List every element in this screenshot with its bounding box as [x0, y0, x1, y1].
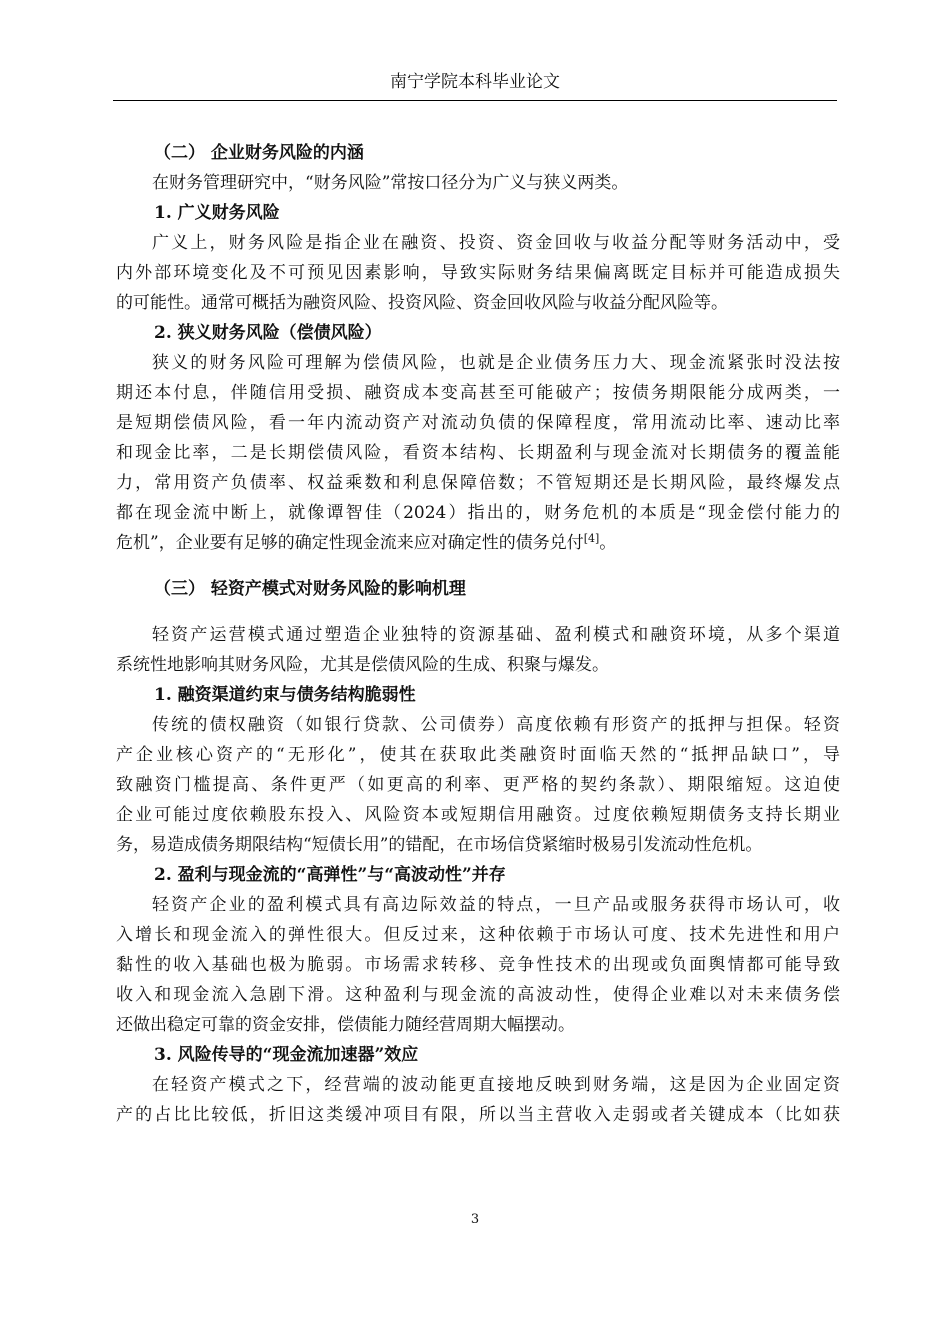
- paragraph-line: 收入和现金流入急剧下滑。这种盈利与现金流的高波动性，使得企业难以对未来债务偿: [116, 985, 840, 1005]
- paragraph-text: 。: [599, 533, 617, 553]
- paragraph-line: [116, 528, 840, 558]
- paragraph-line: 致融资门槛提高、条件更严（如更高的利率、更严格的契约条款）、期限缩短。这迫使: [116, 775, 840, 795]
- paragraph-line: 广义上，财务风险是指企业在融资、投资、资金回收与收益分配等财务活动中，受: [152, 233, 840, 253]
- paragraph-line: 都在现金流中断上，就像谭智佳（2024）指出的，财务危机的本质是“现金偿付能力的: [116, 503, 840, 523]
- paragraph-line: 轻资产运营模式通过塑造企业独特的资源基础、盈利模式和融资环境，从多个渠道: [152, 625, 840, 645]
- page-number: 3: [470, 1212, 480, 1227]
- paragraph-line: 和现金比率，二是长期偿债风险，看资本结构、长期盈利与现金流对长期债务的覆盖能: [116, 443, 840, 463]
- section-heading: （二） 企业财务风险的内涵: [154, 143, 364, 163]
- subsection-heading: 2. 狭义财务风险（偿债风险）: [154, 323, 382, 343]
- subsection-heading: 1. 融资渠道约束与债务结构脆弱性: [154, 685, 416, 705]
- paragraph-line: 传统的债权融资（如银行贷款、公司债券）高度依赖有形资产的抵押与担保。轻资: [152, 715, 840, 735]
- paragraph-line: 还做出稳定可靠的资金安排，偿债能力随经营周期大幅摆动。: [116, 1015, 575, 1035]
- paragraph-line: 产的占比比较低，折旧这类缓冲项目有限，所以当主营收入走弱或者关键成本（比如获: [116, 1105, 840, 1125]
- paragraph-line: 力，常用资产负债率、权益乘数和利息保障倍数；不管短期还是长期风险，最终爆发点: [116, 473, 840, 493]
- paragraph-line: 轻资产企业的盈利模式具有高边际效益的特点，一旦产品或服务获得市场认可，收: [152, 895, 840, 915]
- paragraph-line: 内外部环境变化及不可预见因素影响，导致实际财务结果偏离既定目标并可能造成损失: [116, 263, 840, 283]
- paragraph-line: 系统性地影响其财务风险，尤其是偿债风险的生成、积聚与爆发。: [116, 655, 609, 675]
- subsection-heading: 2. 盈利与现金流的“高弹性”与“高波动性”并存: [154, 865, 506, 885]
- paragraph-line: 期还本付息，伴随信用受损、融资成本变高甚至可能破产；按债务期限能分成两类，一: [116, 383, 840, 403]
- paragraph-line: 在轻资产模式之下，经营端的波动能更直接地反映到财务端，这是因为企业固定资: [152, 1075, 840, 1095]
- subsection-heading: 1. 广义财务风险: [154, 203, 280, 223]
- subsection-heading: 3. 风险传导的“现金流加速器”效应: [154, 1045, 419, 1065]
- paragraph-line: 入增长和现金流入的弹性很大。但反过来，这种依赖于市场认可度、技术先进性和用户: [116, 925, 840, 945]
- paragraph-line: 产企业核心资产的“无形化”，使其在获取此类融资时面临天然的“抵押品缺口”，导: [116, 745, 840, 765]
- paragraph-line: 的可能性。通常可概括为融资风险、投资风险、资金回收风险与收益分配风险等。: [116, 293, 728, 313]
- paragraph-line: 企业可能过度依赖股东投入、风险资本或短期信用融资。过度依赖短期债务支持长期业: [116, 805, 840, 825]
- paragraph-line: 在财务管理研究中，“财务风险”常按口径分为广义与狭义两类。: [152, 173, 629, 193]
- header-rule: [113, 100, 837, 101]
- paragraph-line: 狭义的财务风险可理解为偿债风险，也就是企业债务压力大、现金流紧张时没法按: [152, 353, 840, 373]
- paragraph-line: 是短期偿债风险，看一年内流动资产对流动负债的保障程度，常用流动比率、速动比率: [116, 413, 840, 433]
- running-header: 南宁学院本科毕业论文: [390, 72, 560, 92]
- citation-reference[interactable]: [4]: [583, 532, 600, 545]
- page-body: [116, 138, 840, 1130]
- section-heading: （三） 轻资产模式对财务风险的影响机理: [154, 579, 466, 599]
- paragraph-text: 危机”，企业要有足够的确定性现金流来应对确定性的债务兑付: [116, 533, 584, 553]
- paragraph-line: 黏性的收入基础也极为脆弱。市场需求转移、竞争性技术的出现或负面舆情都可能导致: [116, 955, 840, 975]
- paragraph-line: 务，易造成债务期限结构“短债长用”的错配，在市场信贷紧缩时极易引发流动性危机。: [116, 835, 763, 855]
